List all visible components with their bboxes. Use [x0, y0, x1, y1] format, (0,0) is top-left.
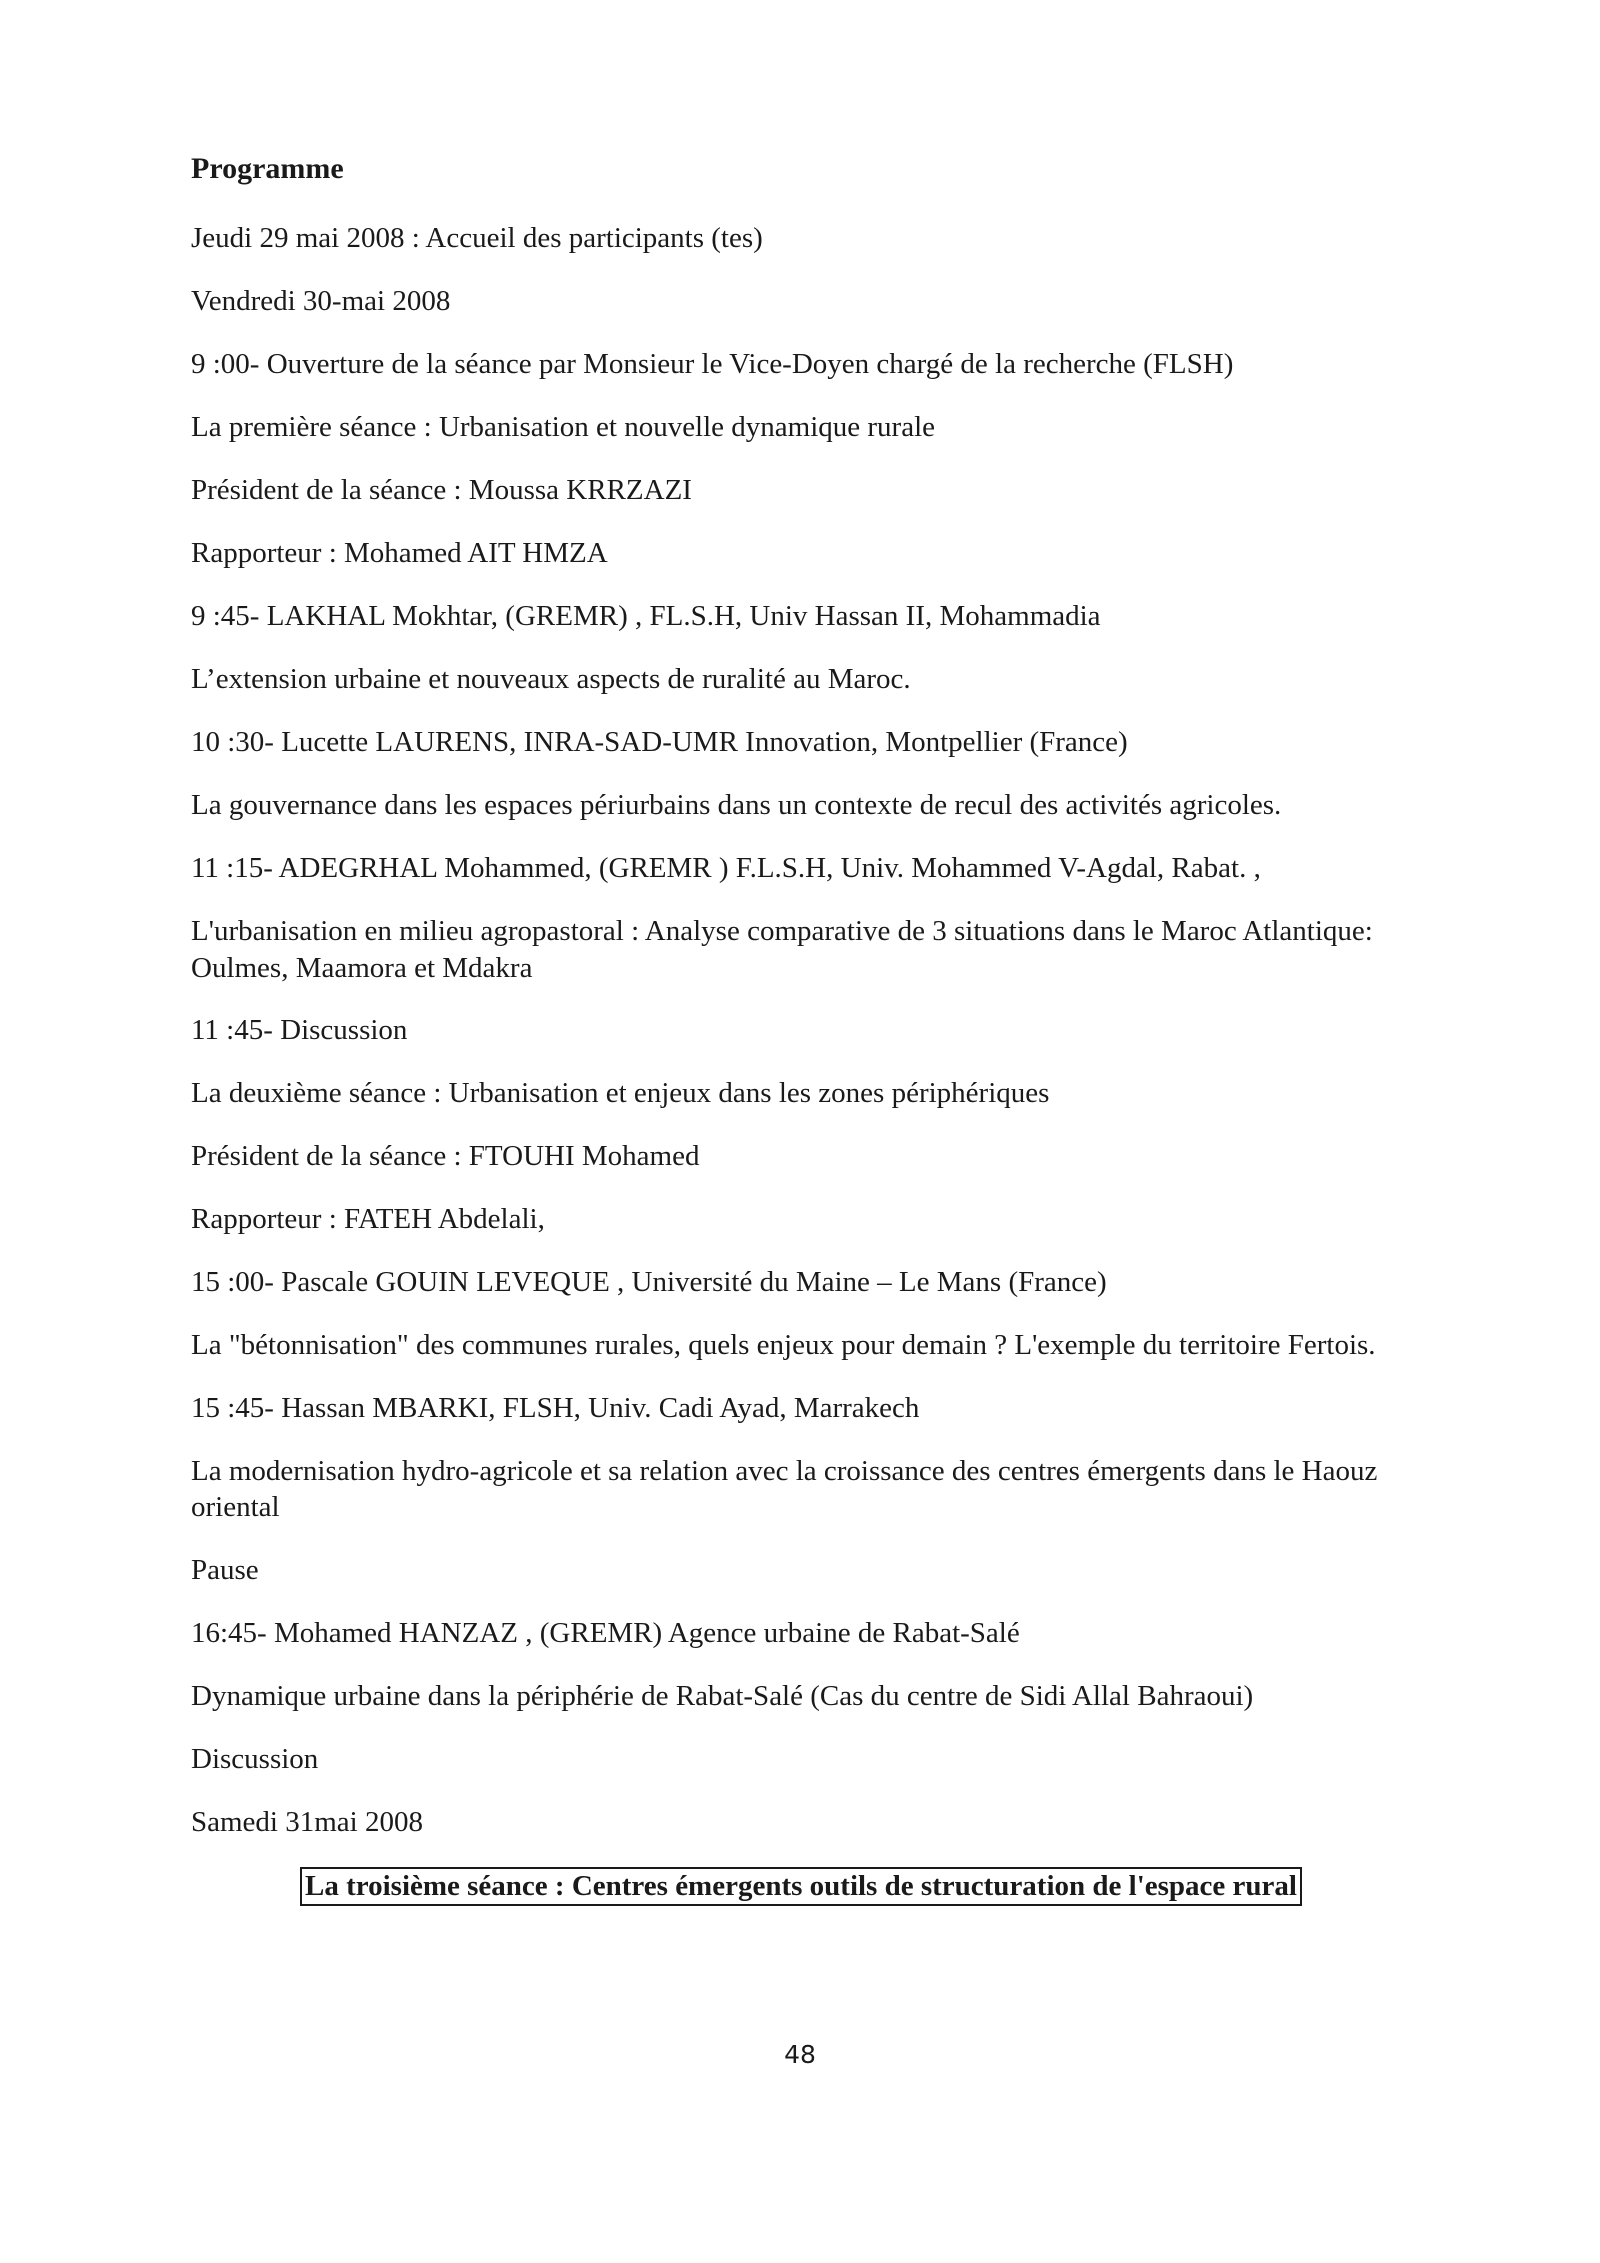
line-title-hanzaz: Dynamique urbaine dans la périphérie de Rabat-Salé (Cas du centre de Sidi Allal Bahraoui): [191, 1679, 1254, 1712]
line-title-laurens: La gouvernance dans les espaces périurbains dans un contexte de recul des activités agricoles.: [191, 789, 1282, 821]
line-vendredi-date: Vendredi 30-mai 2008: [191, 285, 451, 317]
page-content: [191, 150, 1411, 1906]
line-deuxieme-seance: La deuxième séance : Urbanisation et enjeux dans les zones périphériques: [191, 1077, 1050, 1109]
line-president-2: Président de la séance : FTOUHI Mohamed: [191, 1140, 700, 1172]
troisieme-seance-heading: La troisième séance : Centres émergents outils de structuration de l'espace rural: [300, 1867, 1302, 1906]
line-talk-laurens: 10 :30- Lucette LAURENS, INRA-SAD-UMR Innovation, Montpellier (France): [191, 726, 1128, 758]
line-pause: Pause: [191, 1553, 259, 1586]
line-talk-lakhal: 9 :45- LAKHAL Mokhtar, (GREMR) , FL.S.H, Univ Hassan II, Mohammadia: [191, 600, 1101, 632]
page-number: 48: [784, 2040, 816, 2069]
line-premiere-seance: La première séance : Urbanisation et nouvelle dynamique rurale: [191, 411, 936, 443]
line-title-mbarki: La modernisation hydro-agricole et sa relation avec la croissance des centres émergents dans le Haouz oriental: [191, 1454, 1378, 1523]
line-title-lakhal: L’extension urbaine et nouveaux aspects de ruralité au Maroc.: [191, 663, 911, 695]
line-discussion-2: Discussion: [191, 1742, 319, 1775]
line-president-1: Président de la séance : Moussa KRRZAZI: [191, 474, 692, 506]
line-rapporteur-2: Rapporteur : FATEH Abdelali,: [191, 1203, 545, 1235]
line-discussion-1: 11 :45- Discussion: [191, 1014, 408, 1046]
line-jeudi-accueil: Jeudi 29 mai 2008 : Accueil des participants (tes): [191, 222, 763, 254]
line-rapporteur-1: Rapporteur : Mohamed AIT HMZA: [191, 537, 608, 569]
line-samedi-date: Samedi 31mai 2008: [191, 1805, 423, 1838]
line-talk-adegrhal: 11 :15- ADEGRHAL Mohammed, (GREMR ) F.L.S.H, Univ. Mohammed V-Agdal, Rabat. ,: [191, 852, 1261, 884]
programme-heading: Programme: [191, 152, 344, 185]
boxed-heading-wrapper: [191, 1867, 1411, 1906]
line-talk-gouin: 15 :00- Pascale GOUIN LEVEQUE , Université du Maine – Le Mans (France): [191, 1266, 1107, 1298]
line-title-adegrhal: L'urbanisation en milieu agropastoral : Analyse comparative de 3 situations dans le Maroc Atlantique: Oulmes, Maamora et Mdakra: [191, 915, 1373, 984]
line-ouverture: 9 :00- Ouverture de la séance par Monsieur le Vice-Doyen chargé de la recherche (FLSH): [191, 348, 1234, 380]
line-title-gouin: La "bétonnisation" des communes rurales, quels enjeux pour demain ? L'exemple du territoire Fertois.: [191, 1329, 1376, 1361]
line-talk-mbarki: 15 :45- Hassan MBARKI, FLSH, Univ. Cadi Ayad, Marrakech: [191, 1391, 920, 1424]
line-talk-hanzaz: 16:45- Mohamed HANZAZ , (GREMR) Agence urbaine de Rabat-Salé: [191, 1616, 1020, 1649]
